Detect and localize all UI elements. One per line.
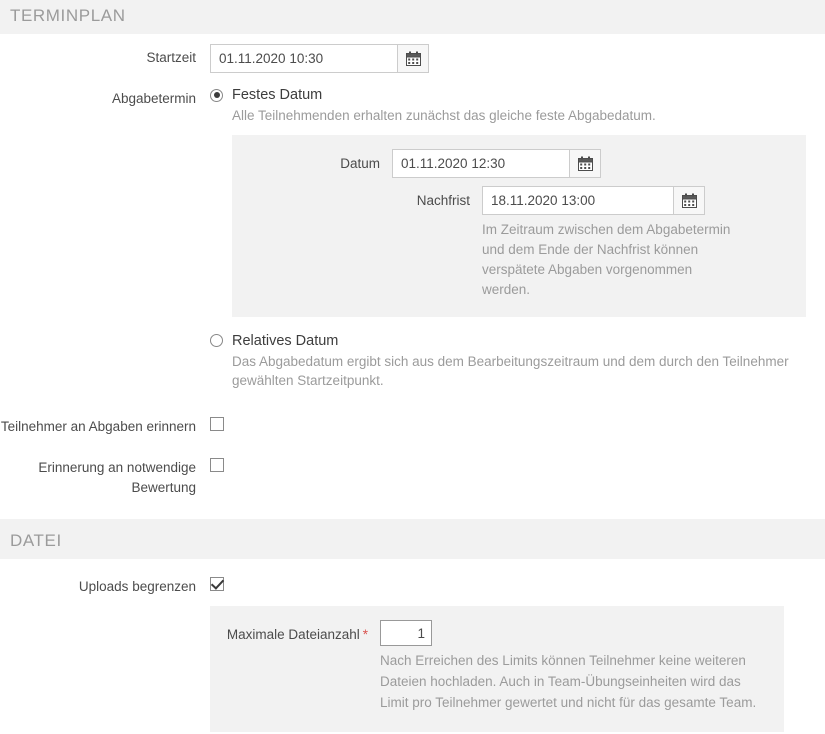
field-startzeit (210, 44, 825, 73)
checkbox-teilnehmer-erinnern[interactable] (210, 417, 224, 431)
radio-option-relatives-datum[interactable] (210, 331, 811, 349)
description-max-dateianzahl: Nach Erreichen des Limits können Teilnehmer keine weiteren Dateien hochladen. Auch in Team-Übungseinheiten wird das Limit pro Teilnehmer gewertet und nicht für das gesamte Team. (380, 653, 757, 711)
row-startzeit (0, 34, 825, 75)
calendar-glyph (406, 51, 421, 66)
radio-option-festes-datum[interactable] (210, 85, 811, 103)
label-teilnehmer-erinnern: Teilnehmer an Abgaben erinnern (0, 418, 196, 434)
calendar-icon[interactable] (570, 149, 601, 178)
nachfrist-input[interactable] (482, 186, 674, 215)
section-heading-terminplan: TERMINPLAN (0, 0, 825, 34)
section-body-terminplan (0, 34, 825, 519)
checkbox-bewertung-erinnern[interactable] (210, 458, 224, 472)
radio-festes-datum[interactable] (210, 89, 223, 102)
radio-relatives-datum[interactable] (210, 334, 223, 347)
row-nachfrist (232, 182, 806, 305)
field-nachfrist (482, 186, 806, 301)
label-datum: Datum (340, 155, 380, 171)
startzeit-datebox (210, 44, 429, 73)
radio-label-festes-datum: Festes Datum (232, 87, 323, 103)
field-max-dateianzahl (380, 620, 784, 714)
field-abgabetermin (210, 85, 825, 391)
required-marker: * (362, 627, 368, 643)
field-uploads-begrenzen (210, 573, 825, 732)
label-max-dateianzahl-text: Maximale Dateianzahl (226, 627, 360, 643)
calendar-icon[interactable] (674, 186, 705, 215)
hint-festes-datum: Alle Teilnehmenden erhalten zunächst das gleiche feste Abgabedatum. (232, 108, 656, 123)
datum-datebox (392, 149, 601, 178)
radio-label-relatives-datum: Relatives Datum (232, 332, 339, 349)
row-datum (232, 145, 806, 182)
field-datum (392, 149, 806, 178)
datum-input[interactable] (392, 149, 570, 178)
panel-max-dateianzahl (210, 606, 784, 732)
field-teilnehmer-erinnern (210, 413, 825, 434)
nachfrist-datebox (482, 186, 705, 215)
panel-festes-datum (232, 135, 806, 317)
label-nachfrist: Nachfrist (416, 192, 470, 208)
row-abgabetermin (0, 75, 825, 393)
calendar-icon[interactable] (398, 44, 429, 73)
calendar-glyph (578, 156, 593, 171)
label-uploads-begrenzen: Uploads begrenzen (78, 579, 196, 595)
section-body-datei (0, 559, 825, 734)
row-uploads-begrenzen (0, 559, 825, 734)
row-bewertung-erinnern (0, 438, 825, 519)
hint-nachfrist: Im Zeitraum zwischen dem Abgabetermin und dem Ende der Nachfrist können verspätete Abgaben vorgenommen werden. (482, 221, 731, 298)
max-dateianzahl-input[interactable] (380, 620, 432, 646)
hint-relatives-datum: Das Abgabedatum ergibt sich aus dem Bearbeitungszeitraum und dem durch den Teilnehmer gewählten Startzeitpunkt. (232, 353, 789, 389)
calendar-glyph (682, 193, 697, 208)
label-max-dateianzahl (210, 620, 380, 645)
startzeit-input[interactable] (210, 44, 398, 73)
label-startzeit: Startzeit (146, 50, 196, 65)
label-bewertung-erinnern: Erinnerung an notwendige Bewertung (38, 460, 196, 495)
section-heading-datei: DATEI (0, 519, 825, 559)
label-abgabetermin: Abgabetermin (111, 91, 196, 106)
checkbox-uploads-begrenzen[interactable] (210, 577, 224, 591)
field-bewertung-erinnern (210, 454, 825, 475)
row-teilnehmer-erinnern (0, 393, 825, 439)
row-max-dateianzahl (210, 618, 784, 718)
